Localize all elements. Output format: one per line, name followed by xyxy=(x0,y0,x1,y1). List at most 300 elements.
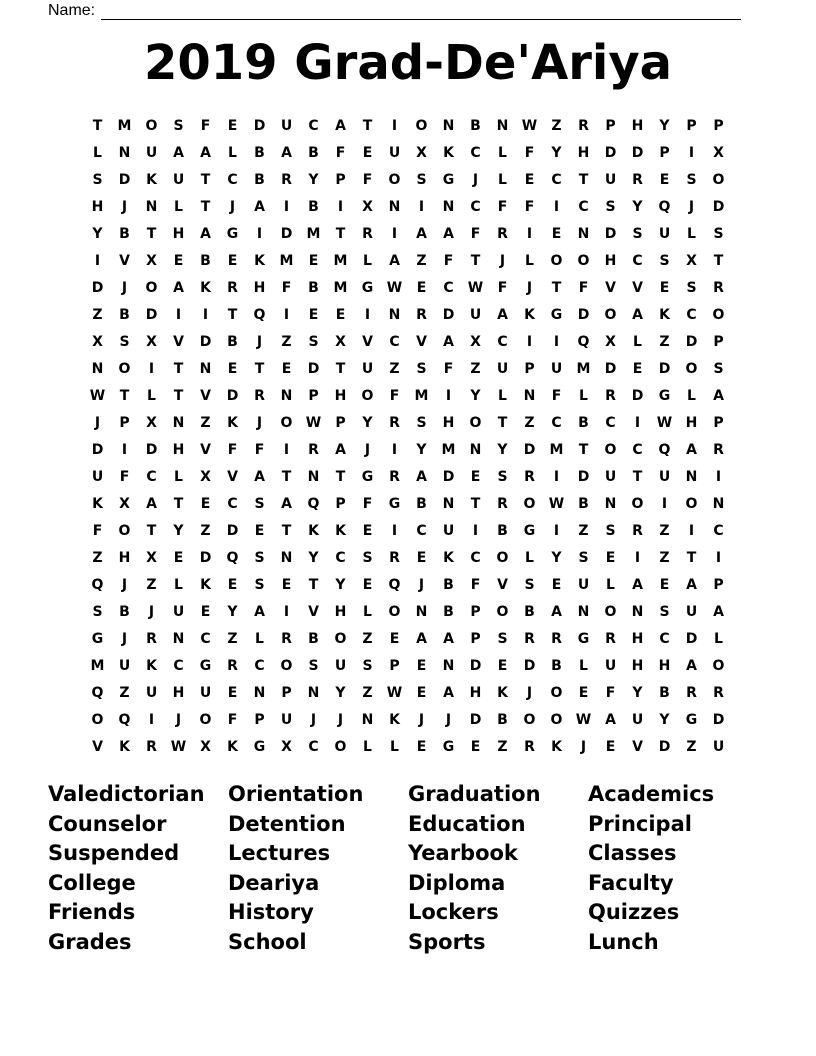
grid-cell[interactable]: G xyxy=(91,630,104,647)
grid-cell[interactable]: Q xyxy=(388,576,401,593)
grid-cell[interactable]: P xyxy=(470,630,481,647)
grid-cell[interactable]: E xyxy=(416,279,427,296)
grid-cell[interactable]: Z xyxy=(281,333,292,350)
grid-cell[interactable]: J xyxy=(175,711,182,728)
grid-cell[interactable]: C xyxy=(578,198,589,215)
grid-cell[interactable]: O xyxy=(280,414,293,431)
grid-cell[interactable]: T xyxy=(362,117,373,134)
grid-cell[interactable]: F xyxy=(362,171,373,188)
grid-cell[interactable]: J xyxy=(526,279,533,296)
grid-cell[interactable]: A xyxy=(416,225,427,242)
grid-cell[interactable]: E xyxy=(173,252,184,269)
grid-cell[interactable]: P xyxy=(713,333,724,350)
grid-cell[interactable]: V xyxy=(92,738,103,755)
grid-cell[interactable]: A xyxy=(416,468,427,485)
grid-cell[interactable]: T xyxy=(227,306,238,323)
grid-cell[interactable]: Z xyxy=(362,684,373,701)
grid-cell[interactable]: X xyxy=(335,333,346,350)
grid-cell[interactable]: L xyxy=(498,144,507,161)
grid-cell[interactable]: D xyxy=(685,333,698,350)
grid-cell[interactable]: K xyxy=(227,738,238,755)
grid-cell[interactable]: L xyxy=(714,630,723,647)
grid-cell[interactable]: C xyxy=(551,414,562,431)
grid-cell[interactable]: S xyxy=(92,603,103,620)
grid-cell[interactable]: D xyxy=(145,306,158,323)
grid-cell[interactable]: Z xyxy=(524,414,535,431)
grid-cell[interactable]: B xyxy=(470,117,481,134)
grid-cell[interactable]: V xyxy=(308,603,319,620)
grid-cell[interactable]: K xyxy=(254,252,265,269)
grid-cell[interactable]: V xyxy=(227,468,238,485)
grid-cell[interactable]: O xyxy=(280,657,293,674)
grid-cell[interactable]: R xyxy=(713,684,724,701)
grid-cell[interactable]: Z xyxy=(92,306,103,323)
grid-cell[interactable]: J xyxy=(229,198,236,215)
grid-cell[interactable]: N xyxy=(361,711,374,728)
grid-cell[interactable]: J xyxy=(445,711,452,728)
grid-cell[interactable]: O xyxy=(496,549,509,566)
grid-cell[interactable]: F xyxy=(389,387,400,404)
grid-cell[interactable]: R xyxy=(497,495,508,512)
grid-cell[interactable]: L xyxy=(174,468,183,485)
grid-cell[interactable]: E xyxy=(551,225,562,242)
grid-cell[interactable]: B xyxy=(308,198,319,215)
grid-cell[interactable]: Z xyxy=(416,252,427,269)
grid-cell[interactable]: B xyxy=(119,225,130,242)
grid-cell[interactable]: M xyxy=(549,441,564,458)
grid-cell[interactable]: Q xyxy=(658,198,671,215)
grid-cell[interactable]: U xyxy=(685,603,698,620)
grid-cell[interactable]: U xyxy=(280,711,293,728)
grid-cell[interactable]: Z xyxy=(578,522,589,539)
grid-cell[interactable]: I xyxy=(634,549,641,566)
grid-cell[interactable]: I xyxy=(715,549,722,566)
grid-cell[interactable]: D xyxy=(199,333,212,350)
grid-cell[interactable]: H xyxy=(685,414,698,431)
grid-cell[interactable]: I xyxy=(553,198,560,215)
grid-cell[interactable]: I xyxy=(391,117,398,134)
grid-cell[interactable]: Z xyxy=(200,522,211,539)
grid-cell[interactable]: C xyxy=(632,252,643,269)
grid-cell[interactable]: J xyxy=(94,414,101,431)
grid-cell[interactable]: N xyxy=(172,630,185,647)
grid-cell[interactable]: A xyxy=(443,333,454,350)
grid-cell[interactable]: B xyxy=(308,144,319,161)
grid-cell[interactable]: A xyxy=(200,144,211,161)
grid-cell[interactable]: Z xyxy=(470,360,481,377)
grid-cell[interactable]: F xyxy=(524,144,535,161)
grid-cell[interactable]: Y xyxy=(173,522,184,539)
grid-cell[interactable]: E xyxy=(659,576,670,593)
grid-cell[interactable]: I xyxy=(283,603,290,620)
grid-cell[interactable]: O xyxy=(388,603,401,620)
grid-cell[interactable]: G xyxy=(442,738,455,755)
grid-cell[interactable]: A xyxy=(713,387,724,404)
grid-cell[interactable]: I xyxy=(391,441,398,458)
grid-cell[interactable]: N xyxy=(631,603,644,620)
grid-cell[interactable]: X xyxy=(200,738,211,755)
grid-cell[interactable]: I xyxy=(202,306,209,323)
grid-cell[interactable]: F xyxy=(497,198,508,215)
grid-cell[interactable]: A xyxy=(686,657,697,674)
grid-cell[interactable]: T xyxy=(632,468,643,485)
grid-cell[interactable]: B xyxy=(227,333,238,350)
grid-cell[interactable]: V xyxy=(200,387,211,404)
grid-cell[interactable]: Z xyxy=(92,549,103,566)
grid-cell[interactable]: I xyxy=(688,522,695,539)
grid-cell[interactable]: O xyxy=(469,414,482,431)
grid-cell[interactable]: C xyxy=(470,198,481,215)
grid-cell[interactable]: L xyxy=(390,738,399,755)
grid-cell[interactable]: S xyxy=(362,549,373,566)
grid-cell[interactable]: E xyxy=(227,117,238,134)
grid-cell[interactable]: E xyxy=(578,684,589,701)
grid-cell[interactable]: R xyxy=(308,441,319,458)
grid-cell[interactable]: X xyxy=(713,144,724,161)
grid-cell[interactable]: S xyxy=(92,171,103,188)
grid-cell[interactable]: J xyxy=(121,576,128,593)
grid-cell[interactable]: B xyxy=(551,657,562,674)
grid-cell[interactable]: L xyxy=(498,171,507,188)
grid-cell[interactable]: U xyxy=(172,603,185,620)
grid-cell[interactable]: O xyxy=(361,387,374,404)
grid-cell[interactable]: Z xyxy=(200,414,211,431)
grid-cell[interactable]: U xyxy=(604,468,617,485)
grid-cell[interactable]: Y xyxy=(362,414,373,431)
grid-cell[interactable]: S xyxy=(659,603,670,620)
grid-cell[interactable]: N xyxy=(604,495,617,512)
grid-cell[interactable]: J xyxy=(418,576,425,593)
grid-cell[interactable]: O xyxy=(523,495,536,512)
grid-cell[interactable]: F xyxy=(497,279,508,296)
grid-cell[interactable]: N xyxy=(253,684,266,701)
grid-cell[interactable]: Z xyxy=(551,117,562,134)
grid-cell[interactable]: W xyxy=(467,279,484,296)
grid-cell[interactable]: E xyxy=(659,171,670,188)
grid-cell[interactable]: H xyxy=(118,549,131,566)
grid-cell[interactable]: J xyxy=(364,441,371,458)
grid-cell[interactable]: E xyxy=(605,738,616,755)
grid-cell[interactable]: F xyxy=(119,468,130,485)
grid-cell[interactable]: N xyxy=(307,468,320,485)
grid-cell[interactable]: I xyxy=(526,225,533,242)
grid-cell[interactable]: T xyxy=(119,387,130,404)
grid-cell[interactable]: Q xyxy=(226,549,239,566)
grid-cell[interactable]: D xyxy=(658,738,671,755)
grid-cell[interactable]: M xyxy=(414,387,429,404)
grid-cell[interactable]: D xyxy=(91,279,104,296)
grid-cell[interactable]: Y xyxy=(659,711,670,728)
grid-cell[interactable]: L xyxy=(687,225,696,242)
grid-cell[interactable]: I xyxy=(148,360,155,377)
grid-cell[interactable]: L xyxy=(579,657,588,674)
grid-cell[interactable]: E xyxy=(497,657,508,674)
grid-cell[interactable]: P xyxy=(308,387,319,404)
grid-cell[interactable]: O xyxy=(523,711,536,728)
grid-cell[interactable]: E xyxy=(362,522,373,539)
grid-cell[interactable]: W xyxy=(575,711,592,728)
grid-cell[interactable]: R xyxy=(146,630,157,647)
grid-cell[interactable]: P xyxy=(335,495,346,512)
grid-cell[interactable]: P xyxy=(659,144,670,161)
grid-cell[interactable]: N xyxy=(496,117,509,134)
grid-cell[interactable]: V xyxy=(173,333,184,350)
grid-cell[interactable]: T xyxy=(551,279,562,296)
grid-cell[interactable]: H xyxy=(334,387,347,404)
grid-cell[interactable]: S xyxy=(605,198,616,215)
grid-cell[interactable]: R xyxy=(389,468,400,485)
grid-cell[interactable]: U xyxy=(280,117,293,134)
grid-cell[interactable]: Y xyxy=(335,576,346,593)
grid-cell[interactable]: F xyxy=(92,522,103,539)
grid-cell[interactable]: W xyxy=(521,117,538,134)
grid-cell[interactable]: Y xyxy=(470,387,481,404)
grid-cell[interactable]: S xyxy=(686,279,697,296)
grid-cell[interactable]: A xyxy=(281,144,292,161)
grid-cell[interactable]: S xyxy=(254,549,265,566)
grid-cell[interactable]: Z xyxy=(146,576,157,593)
grid-cell[interactable]: B xyxy=(578,495,589,512)
grid-cell[interactable]: E xyxy=(551,576,562,593)
grid-cell[interactable]: D xyxy=(604,225,617,242)
grid-cell[interactable]: G xyxy=(388,495,401,512)
grid-cell[interactable]: V xyxy=(605,279,616,296)
grid-cell[interactable]: C xyxy=(254,657,265,674)
grid-cell[interactable]: A xyxy=(632,576,643,593)
grid-cell[interactable]: I xyxy=(526,333,533,350)
grid-cell[interactable]: D xyxy=(523,657,536,674)
grid-cell[interactable]: X xyxy=(470,333,481,350)
grid-cell[interactable]: I xyxy=(445,387,452,404)
grid-cell[interactable]: O xyxy=(334,738,347,755)
grid-cell[interactable]: T xyxy=(200,171,211,188)
grid-cell[interactable]: N xyxy=(172,414,185,431)
grid-cell[interactable]: E xyxy=(200,603,211,620)
grid-cell[interactable]: O xyxy=(685,495,698,512)
grid-cell[interactable]: X xyxy=(281,738,292,755)
grid-cell[interactable]: F xyxy=(443,360,454,377)
grid-cell[interactable]: K xyxy=(200,576,211,593)
grid-cell[interactable]: P xyxy=(254,711,265,728)
grid-cell[interactable]: F xyxy=(524,198,535,215)
grid-cell[interactable]: R xyxy=(281,630,292,647)
grid-cell[interactable]: V xyxy=(200,441,211,458)
grid-cell[interactable]: N xyxy=(469,441,482,458)
grid-cell[interactable]: M xyxy=(306,225,321,242)
grid-cell[interactable]: G xyxy=(550,306,563,323)
grid-cell[interactable]: A xyxy=(146,495,157,512)
grid-cell[interactable]: S xyxy=(119,333,130,350)
grid-cell[interactable]: P xyxy=(713,414,724,431)
grid-cell[interactable]: A xyxy=(632,306,643,323)
grid-cell[interactable]: K xyxy=(497,684,508,701)
grid-cell[interactable]: R xyxy=(713,441,724,458)
grid-cell[interactable]: E xyxy=(605,549,616,566)
grid-cell[interactable]: M xyxy=(279,252,294,269)
grid-cell[interactable]: R xyxy=(605,630,616,647)
grid-cell[interactable]: L xyxy=(93,144,102,161)
grid-cell[interactable]: Y xyxy=(551,144,562,161)
grid-cell[interactable]: D xyxy=(604,360,617,377)
grid-cell[interactable]: C xyxy=(470,549,481,566)
grid-cell[interactable]: R xyxy=(686,684,697,701)
grid-cell[interactable]: T xyxy=(281,522,292,539)
grid-cell[interactable]: F xyxy=(470,576,481,593)
grid-cell[interactable]: T xyxy=(254,360,265,377)
grid-cell[interactable]: C xyxy=(227,171,238,188)
grid-cell[interactable]: H xyxy=(442,414,455,431)
grid-cell[interactable]: Q xyxy=(577,333,590,350)
grid-cell[interactable]: B xyxy=(119,306,130,323)
grid-cell[interactable]: T xyxy=(470,252,481,269)
grid-cell[interactable]: O xyxy=(577,252,590,269)
grid-cell[interactable]: Y xyxy=(632,198,643,215)
grid-cell[interactable]: N xyxy=(145,198,158,215)
grid-cell[interactable]: B xyxy=(119,603,130,620)
grid-cell[interactable]: N xyxy=(280,387,293,404)
grid-cell[interactable]: H xyxy=(631,657,644,674)
grid-cell[interactable]: T xyxy=(173,360,184,377)
grid-cell[interactable]: K xyxy=(659,306,670,323)
grid-cell[interactable]: U xyxy=(577,576,590,593)
grid-cell[interactable]: B xyxy=(254,144,265,161)
grid-cell[interactable]: R xyxy=(146,738,157,755)
grid-cell[interactable]: O xyxy=(550,711,563,728)
grid-cell[interactable]: O xyxy=(550,252,563,269)
grid-cell[interactable]: G xyxy=(442,171,455,188)
grid-cell[interactable]: R xyxy=(713,279,724,296)
grid-cell[interactable]: H xyxy=(577,144,590,161)
grid-cell[interactable]: N xyxy=(442,198,455,215)
grid-cell[interactable]: J xyxy=(337,711,344,728)
grid-cell[interactable]: E xyxy=(254,522,265,539)
grid-cell[interactable]: V xyxy=(497,576,508,593)
grid-cell[interactable]: U xyxy=(658,225,671,242)
grid-cell[interactable]: Y xyxy=(551,549,562,566)
grid-cell[interactable]: Z xyxy=(659,333,670,350)
grid-cell[interactable]: X xyxy=(605,333,616,350)
grid-cell[interactable]: O xyxy=(91,711,104,728)
grid-cell[interactable]: T xyxy=(335,468,346,485)
grid-cell[interactable]: K xyxy=(308,522,319,539)
grid-cell[interactable]: E xyxy=(362,144,373,161)
grid-cell[interactable]: I xyxy=(283,306,290,323)
grid-cell[interactable]: A xyxy=(416,630,427,647)
grid-cell[interactable]: P xyxy=(335,171,346,188)
grid-cell[interactable]: E xyxy=(389,630,400,647)
grid-cell[interactable]: A xyxy=(173,144,184,161)
grid-cell[interactable]: D xyxy=(145,441,158,458)
grid-cell[interactable]: S xyxy=(713,360,724,377)
grid-cell[interactable]: E xyxy=(227,360,238,377)
grid-cell[interactable]: O xyxy=(604,603,617,620)
grid-cell[interactable]: I xyxy=(634,414,641,431)
grid-cell[interactable]: L xyxy=(363,603,372,620)
grid-cell[interactable]: G xyxy=(658,387,671,404)
grid-cell[interactable]: F xyxy=(470,225,481,242)
grid-cell[interactable]: B xyxy=(497,522,508,539)
grid-cell[interactable]: Z xyxy=(497,738,508,755)
grid-cell[interactable]: I xyxy=(175,306,182,323)
grid-cell[interactable]: S xyxy=(497,468,508,485)
grid-cell[interactable]: D xyxy=(577,468,590,485)
grid-cell[interactable]: W xyxy=(386,279,403,296)
grid-cell[interactable]: H xyxy=(631,630,644,647)
grid-cell[interactable]: P xyxy=(335,414,346,431)
grid-cell[interactable]: O xyxy=(712,657,725,674)
grid-cell[interactable]: H xyxy=(604,252,617,269)
grid-cell[interactable]: R xyxy=(551,630,562,647)
grid-cell[interactable]: V xyxy=(362,333,373,350)
grid-cell[interactable]: C xyxy=(146,468,157,485)
grid-cell[interactable]: U xyxy=(712,738,725,755)
grid-cell[interactable]: M xyxy=(333,279,348,296)
grid-cell[interactable]: D xyxy=(631,144,644,161)
grid-cell[interactable]: A xyxy=(200,225,211,242)
grid-cell[interactable]: N xyxy=(118,144,131,161)
grid-cell[interactable]: B xyxy=(308,279,319,296)
grid-cell[interactable]: J xyxy=(121,198,128,215)
grid-cell[interactable]: O xyxy=(712,171,725,188)
grid-cell[interactable]: Q xyxy=(253,306,266,323)
grid-cell[interactable]: F xyxy=(227,711,238,728)
grid-cell[interactable]: A xyxy=(254,198,265,215)
grid-cell[interactable]: N xyxy=(712,495,725,512)
grid-cell[interactable]: E xyxy=(227,576,238,593)
grid-cell[interactable]: J xyxy=(310,711,317,728)
grid-cell[interactable]: D xyxy=(226,387,239,404)
grid-cell[interactable]: U xyxy=(361,360,374,377)
grid-cell[interactable]: U xyxy=(388,144,401,161)
grid-cell[interactable]: K xyxy=(389,711,400,728)
grid-cell[interactable]: U xyxy=(334,657,347,674)
grid-cell[interactable]: O xyxy=(550,684,563,701)
grid-cell[interactable]: F xyxy=(605,684,616,701)
grid-cell[interactable]: M xyxy=(333,252,348,269)
grid-cell[interactable]: F xyxy=(254,441,265,458)
grid-cell[interactable]: Z xyxy=(227,630,238,647)
grid-cell[interactable]: I xyxy=(391,225,398,242)
grid-cell[interactable]: Y xyxy=(308,171,319,188)
grid-cell[interactable]: R xyxy=(254,387,265,404)
grid-cell[interactable]: C xyxy=(470,144,481,161)
grid-cell[interactable]: C xyxy=(605,414,616,431)
grid-cell[interactable]: C xyxy=(389,333,400,350)
grid-cell[interactable]: S xyxy=(497,630,508,647)
grid-cell[interactable]: T xyxy=(335,225,346,242)
grid-cell[interactable]: K xyxy=(200,279,211,296)
grid-cell[interactable]: L xyxy=(228,144,237,161)
grid-cell[interactable]: K xyxy=(92,495,103,512)
grid-cell[interactable]: S xyxy=(173,117,184,134)
grid-cell[interactable]: U xyxy=(172,171,185,188)
grid-cell[interactable]: E xyxy=(308,306,319,323)
grid-cell[interactable]: H xyxy=(172,441,185,458)
grid-cell[interactable]: I xyxy=(391,522,398,539)
grid-cell[interactable]: U xyxy=(91,468,104,485)
grid-cell[interactable]: Z xyxy=(659,522,670,539)
grid-cell[interactable]: C xyxy=(227,495,238,512)
grid-cell[interactable]: G xyxy=(361,468,374,485)
grid-cell[interactable]: I xyxy=(553,468,560,485)
grid-cell[interactable]: Z xyxy=(362,630,373,647)
grid-cell[interactable]: Y xyxy=(308,549,319,566)
grid-cell[interactable]: M xyxy=(441,441,456,458)
grid-cell[interactable]: T xyxy=(92,117,103,134)
grid-cell[interactable]: A xyxy=(605,711,616,728)
grid-cell[interactable]: I xyxy=(337,198,344,215)
grid-cell[interactable]: J xyxy=(418,711,425,728)
